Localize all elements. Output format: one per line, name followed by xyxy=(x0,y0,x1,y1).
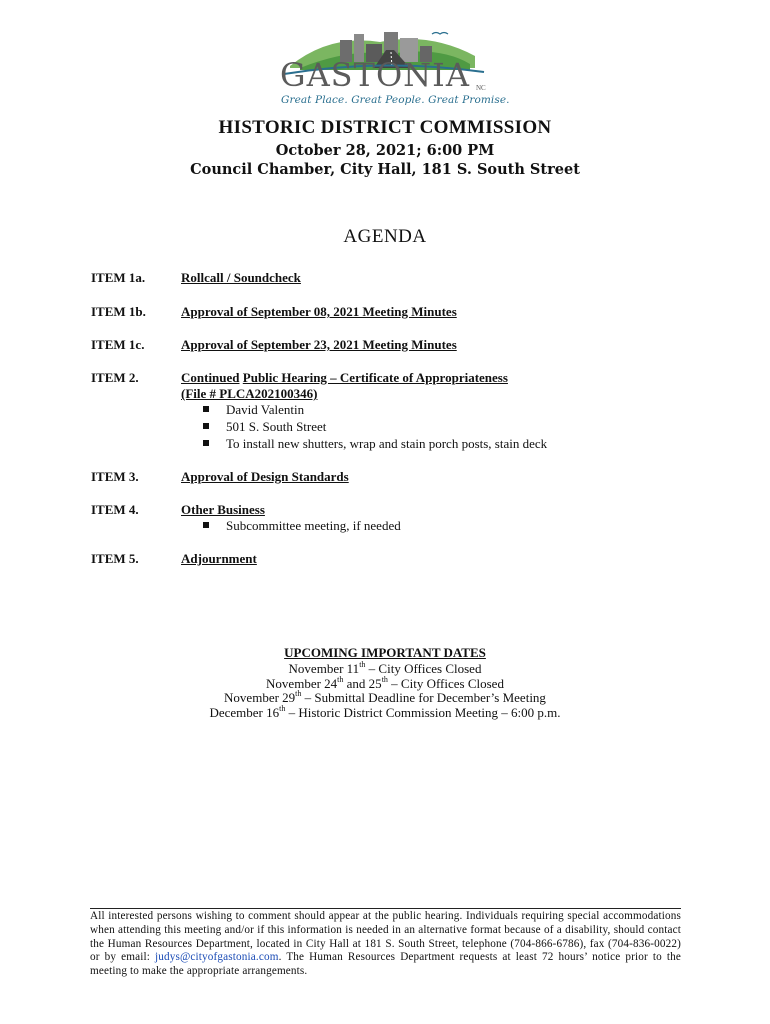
page-title: HISTORIC DISTRICT COMMISSION xyxy=(218,117,552,138)
date-text: – Submittal Deadline for December’s Meeting xyxy=(301,690,546,705)
logo-wordmark: GASTONIA xyxy=(280,56,470,94)
logo-state: NC xyxy=(476,84,486,92)
item-id: ITEM 1c. xyxy=(91,337,145,352)
item-id: ITEM 2. xyxy=(91,370,139,385)
item-title xyxy=(181,370,508,386)
date-text: – City Offices Closed xyxy=(365,661,482,676)
date-suffix: th xyxy=(279,703,286,713)
bullet-icon xyxy=(203,423,209,429)
item-title: Approval of September 23, 2021 Meeting Minutes xyxy=(181,337,457,352)
date-suffix: th xyxy=(337,674,344,684)
bullet-icon xyxy=(203,440,209,446)
notice-text: . The Human Resources Department requests at least 72 hours’ notice prior to the meeting to make the appropriate arrangements. xyxy=(90,951,681,978)
list-item-text: Subcommittee meeting, if needed xyxy=(226,518,401,533)
date-line xyxy=(0,705,770,721)
item-title: Approval of Design Standards xyxy=(181,469,349,484)
item-id: ITEM 1b. xyxy=(91,304,146,319)
email-link[interactable]: judys@cityofgastonia.com xyxy=(154,951,279,964)
item-id: ITEM 1a. xyxy=(91,270,146,285)
item-id: ITEM 5. xyxy=(91,551,139,566)
bullet-icon xyxy=(203,406,209,412)
date-text: – City Offices Closed xyxy=(387,676,504,691)
list-item-text: 501 S. South Street xyxy=(226,419,327,434)
date-suffix: th xyxy=(359,659,366,669)
bullet-icon xyxy=(203,522,209,528)
item-id: ITEM 3. xyxy=(91,469,139,484)
date-suffix: th xyxy=(295,688,302,698)
item-title: Adjournment xyxy=(181,551,257,566)
list-item-text: David Valentin xyxy=(226,402,305,417)
meeting-datetime: October 28, 2021; 6:00 PM xyxy=(275,142,495,159)
agenda-heading: AGENDA xyxy=(343,226,427,247)
item-title: Rollcall / Soundcheck xyxy=(181,270,301,285)
date-text: – Historic District Commission Meeting – 6:00 p.m. xyxy=(285,705,561,720)
item-file-number: (File # PLCA202100346) xyxy=(181,386,318,401)
notice-text: All interested persons wishing to comment should appear at the public hearing. Individuals requiring special accommodations when attending this meeting and/or if this information is needed in an alternative format because of a disability, should contact the Human Resources Department, located in City Hall at 181 S. South Street, telephone (704-866-6786), fax (704-836-0022) or by email: xyxy=(90,910,681,964)
meeting-location: Council Chamber, City Hall, 181 S. South Street xyxy=(190,161,580,178)
logo-tagline: Great Place. Great People. Great Promise. xyxy=(281,94,510,106)
date-text: November 29 xyxy=(224,690,296,705)
date-text: November 24 xyxy=(266,676,338,691)
upcoming-dates-heading: UPCOMING IMPORTANT DATES xyxy=(284,645,486,660)
item-title-part: Continued xyxy=(181,370,240,385)
accessibility-notice xyxy=(90,908,681,979)
date-text: December 16 xyxy=(209,705,280,720)
item-title: Approval of September 08, 2021 Meeting Minutes xyxy=(181,304,457,319)
date-text: and 25 xyxy=(343,676,382,691)
item-title: Other Business xyxy=(181,502,265,517)
item-title-part: Public Hearing – Certificate of Appropriateness xyxy=(242,370,508,385)
date-text: November 11 xyxy=(288,661,360,676)
list-item-text: To install new shutters, wrap and stain porch posts, stain deck xyxy=(226,436,548,451)
date-line xyxy=(0,690,770,706)
item-id: ITEM 4. xyxy=(91,502,139,517)
date-suffix: th xyxy=(381,674,388,684)
